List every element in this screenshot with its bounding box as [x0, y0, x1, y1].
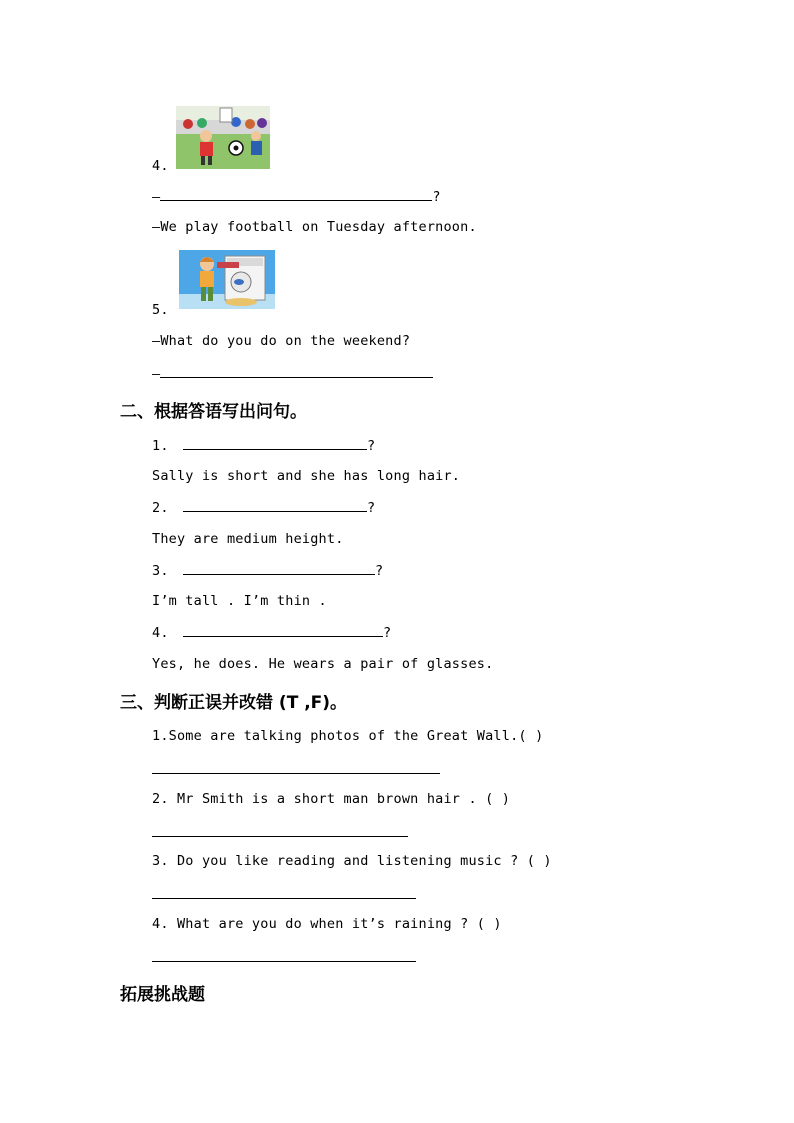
section-2-item-4-prompt [152, 624, 391, 641]
football-scene-image [176, 106, 270, 169]
section-2-item-3-answer: I’m tall . I’m thin . [152, 593, 327, 609]
section-3-item-2: 2. Mr Smith is a short man brown hair . ( ) [152, 791, 511, 807]
item-number: 4. [152, 625, 169, 641]
item-number: 1. [152, 438, 169, 454]
section-3-item-1-correction-line[interactable] [152, 773, 440, 774]
item-number: 2. [152, 500, 169, 516]
section-3-item-4-correction-line[interactable] [152, 961, 416, 962]
question-5-answer-line [152, 365, 433, 382]
dash: — [152, 189, 161, 205]
section-2-item-3-prompt [152, 562, 383, 579]
question-mark: ? [374, 563, 384, 579]
section-3-item-3: 3. Do you like reading and listening music ? ( ) [152, 853, 552, 869]
question-mark: ? [366, 438, 376, 454]
question-4-number: 4. [152, 158, 169, 174]
section-3-title: 三、判断正误并改错 (T ,F)。 [120, 693, 348, 713]
dash: — [152, 366, 161, 382]
answer-blank[interactable] [183, 499, 367, 512]
answer-blank[interactable] [160, 188, 432, 201]
section-2-item-2-prompt [152, 499, 375, 516]
question-mark: ? [366, 500, 376, 516]
section-2-item-1-answer: Sally is short and she has long hair. [152, 468, 461, 484]
question-5-number: 5. [152, 302, 169, 318]
question-5-question: —What do you do on the weekend? [152, 333, 411, 349]
question-4-prompt [152, 188, 441, 205]
question-mark: ? [382, 625, 392, 641]
section-2-item-2-answer: They are medium height. [152, 531, 344, 547]
item-number: 3. [152, 563, 169, 579]
section-4-title: 拓展挑战题 [120, 985, 205, 1005]
section-2-title: 二、根据答语写出问句。 [120, 402, 307, 422]
section-3-item-2-correction-line[interactable] [152, 836, 408, 837]
washing-clothes-image [179, 250, 275, 309]
section-2-item-4-answer: Yes, he does. He wears a pair of glasses. [152, 656, 494, 672]
section-2-item-1-prompt [152, 437, 375, 454]
section-3-item-1: 1.Some are talking photos of the Great Wall.( ) [152, 728, 544, 744]
section-3-item-3-correction-line[interactable] [152, 898, 416, 899]
answer-blank[interactable] [183, 437, 367, 450]
question-mark: ? [432, 189, 441, 205]
question-4-answer: —We play football on Tuesday afternoon. [152, 219, 477, 235]
section-3-item-4: 4. What are you do when it’s raining ? ( ) [152, 916, 502, 932]
answer-blank[interactable] [183, 624, 383, 637]
answer-blank[interactable] [160, 365, 433, 378]
answer-blank[interactable] [183, 562, 375, 575]
